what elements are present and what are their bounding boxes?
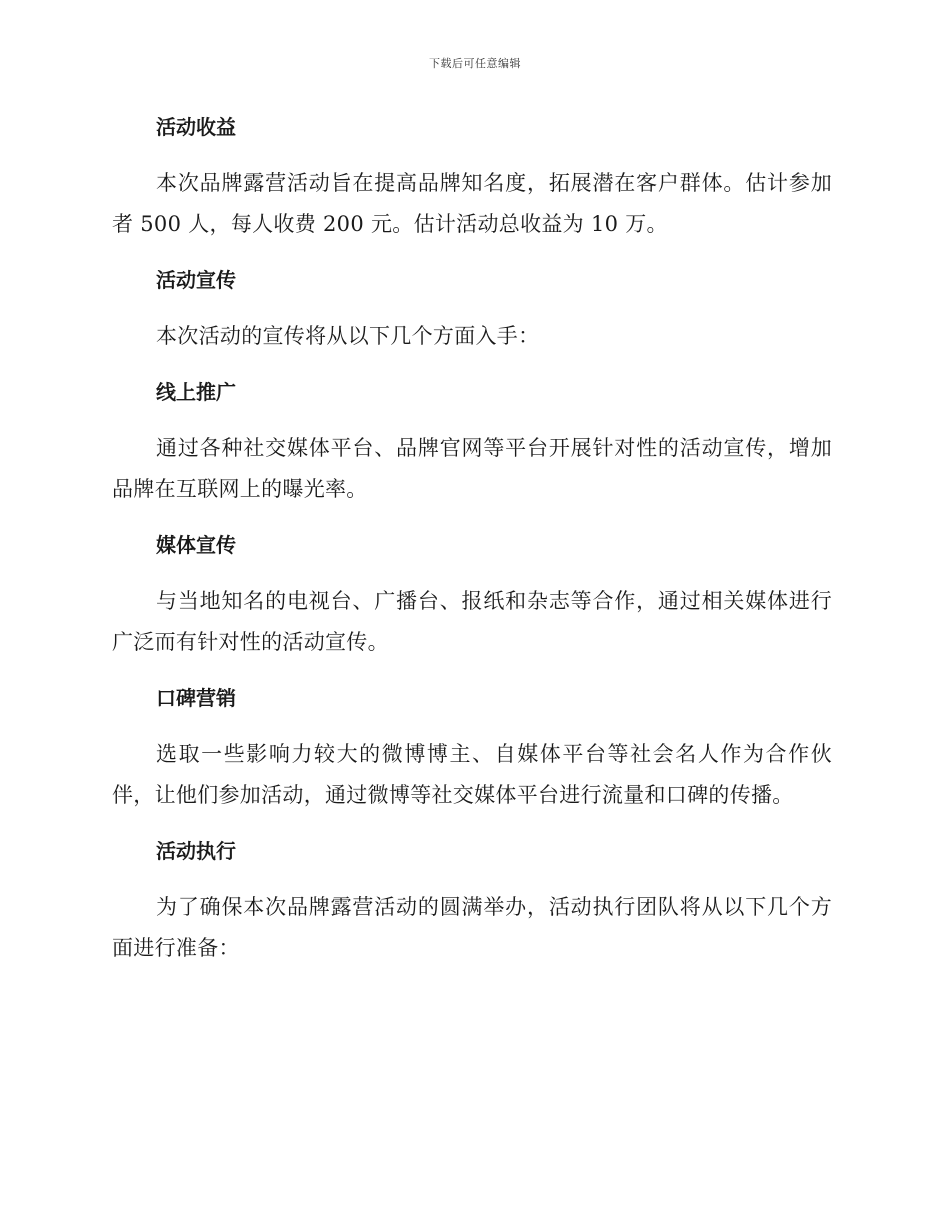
section-heading-word-of-mouth: 口碑营销 [156, 686, 236, 710]
section-paragraph-online: 通过各种社交媒体平台、品牌官网等平台开展针对性的活动宣传，增加品牌在互联网上的曝光率。 [112, 436, 832, 501]
section-paragraph-media: 与当地知名的电视台、广播台、报纸和杂志等合作，通过相关媒体进行广泛而有针对性的活动宣传。 [112, 589, 832, 654]
section-heading-execution: 活动执行 [156, 839, 236, 863]
section-paragraph-revenue: 本次品牌露营活动旨在提高品牌知名度，拓展潜在客户群体。估计参加者 500 人，每人收费 200 元。估计活动总收益为 10 万。 [112, 171, 832, 236]
section-heading-media: 媒体宣传 [156, 533, 236, 557]
document-body [112, 110, 832, 969]
section-paragraph-execution: 为了确保本次品牌露营活动的圆满举办，活动执行团队将从以下几个方面进行准备： [112, 895, 832, 960]
page-header-note: 下载后可任意编辑 [429, 57, 521, 70]
section-heading-online: 线上推广 [156, 380, 236, 404]
section-paragraph-word-of-mouth: 选取一些影响力较大的微博博主、自媒体平台等社会名人作为合作伙伴，让他们参加活动，通过微博等社交媒体平台进行流量和口碑的传播。 [112, 742, 832, 807]
section-heading-promotion: 活动宣传 [156, 268, 236, 292]
section-heading-revenue: 活动收益 [156, 115, 236, 139]
section-paragraph-promotion: 本次活动的宣传将从以下几个方面入手： [156, 324, 540, 348]
